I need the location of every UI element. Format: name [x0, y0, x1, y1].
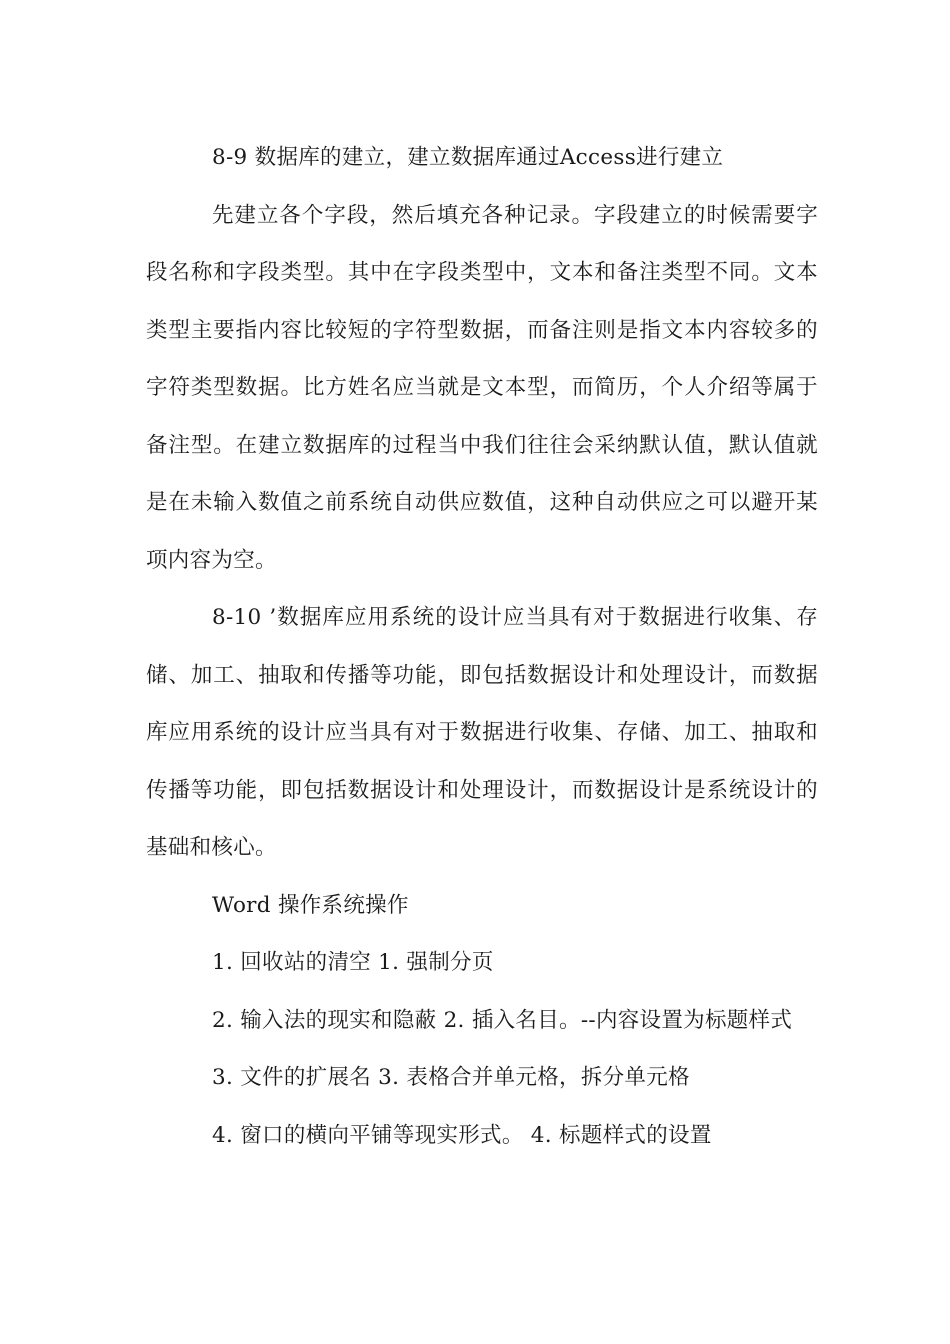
- list-item-4: 4. 窗口的横向平铺等现实形式。 4. 标题样式的设置: [212, 1122, 712, 1148]
- paragraph-fields-and-records: 先建立各个字段，然后填充各种记录。字段建立的时候需要字段名称和字段类型。其中在字段类型中，文本和备注类型不同。文本类型主要指内容比较短的字符型数据，而备注则是指文本内容较多的字符类型数据。比方姓名应当就是文本型，而简历，个人介绍等属于备注型。在建立数据库的过程当中我们往往会采纳默认值，默认值就是在未输入数值之前系统自动供应数值，这种自动供应之可以避开某项内容为空。: [146, 202, 818, 573]
- list-item-3: 3. 文件的扩展名 3. 表格合并单元格，拆分单元格: [212, 1065, 690, 1090]
- paragraph-8-10-system-design: 8-10 ’数据库应用系统的设计应当具有对于数据进行收集、存储、加工、抽取和传播等功能，即包括数据设计和处理设计，而数据库应用系统的设计应当具有对于数据进行收集、存储、加工、抽取和传播等功能，即包括数据设计和处理设计，而数据设计是系统设计的基础和核心。: [146, 605, 818, 860]
- paragraph-word-operations-heading: Word 操作系统操作: [212, 892, 409, 918]
- list-item-1: 1. 回收站的清空 1. 强制分页: [212, 950, 494, 975]
- list-item-2: 2. 输入法的现实和隐蔽 2. 插入名目。--内容设置为标题样式: [212, 1007, 793, 1033]
- paragraph-8-9-database-creation: 8-9 数据库的建立，建立数据库通过Access进行建立: [212, 145, 724, 170]
- document-body: [146, 129, 818, 1164]
